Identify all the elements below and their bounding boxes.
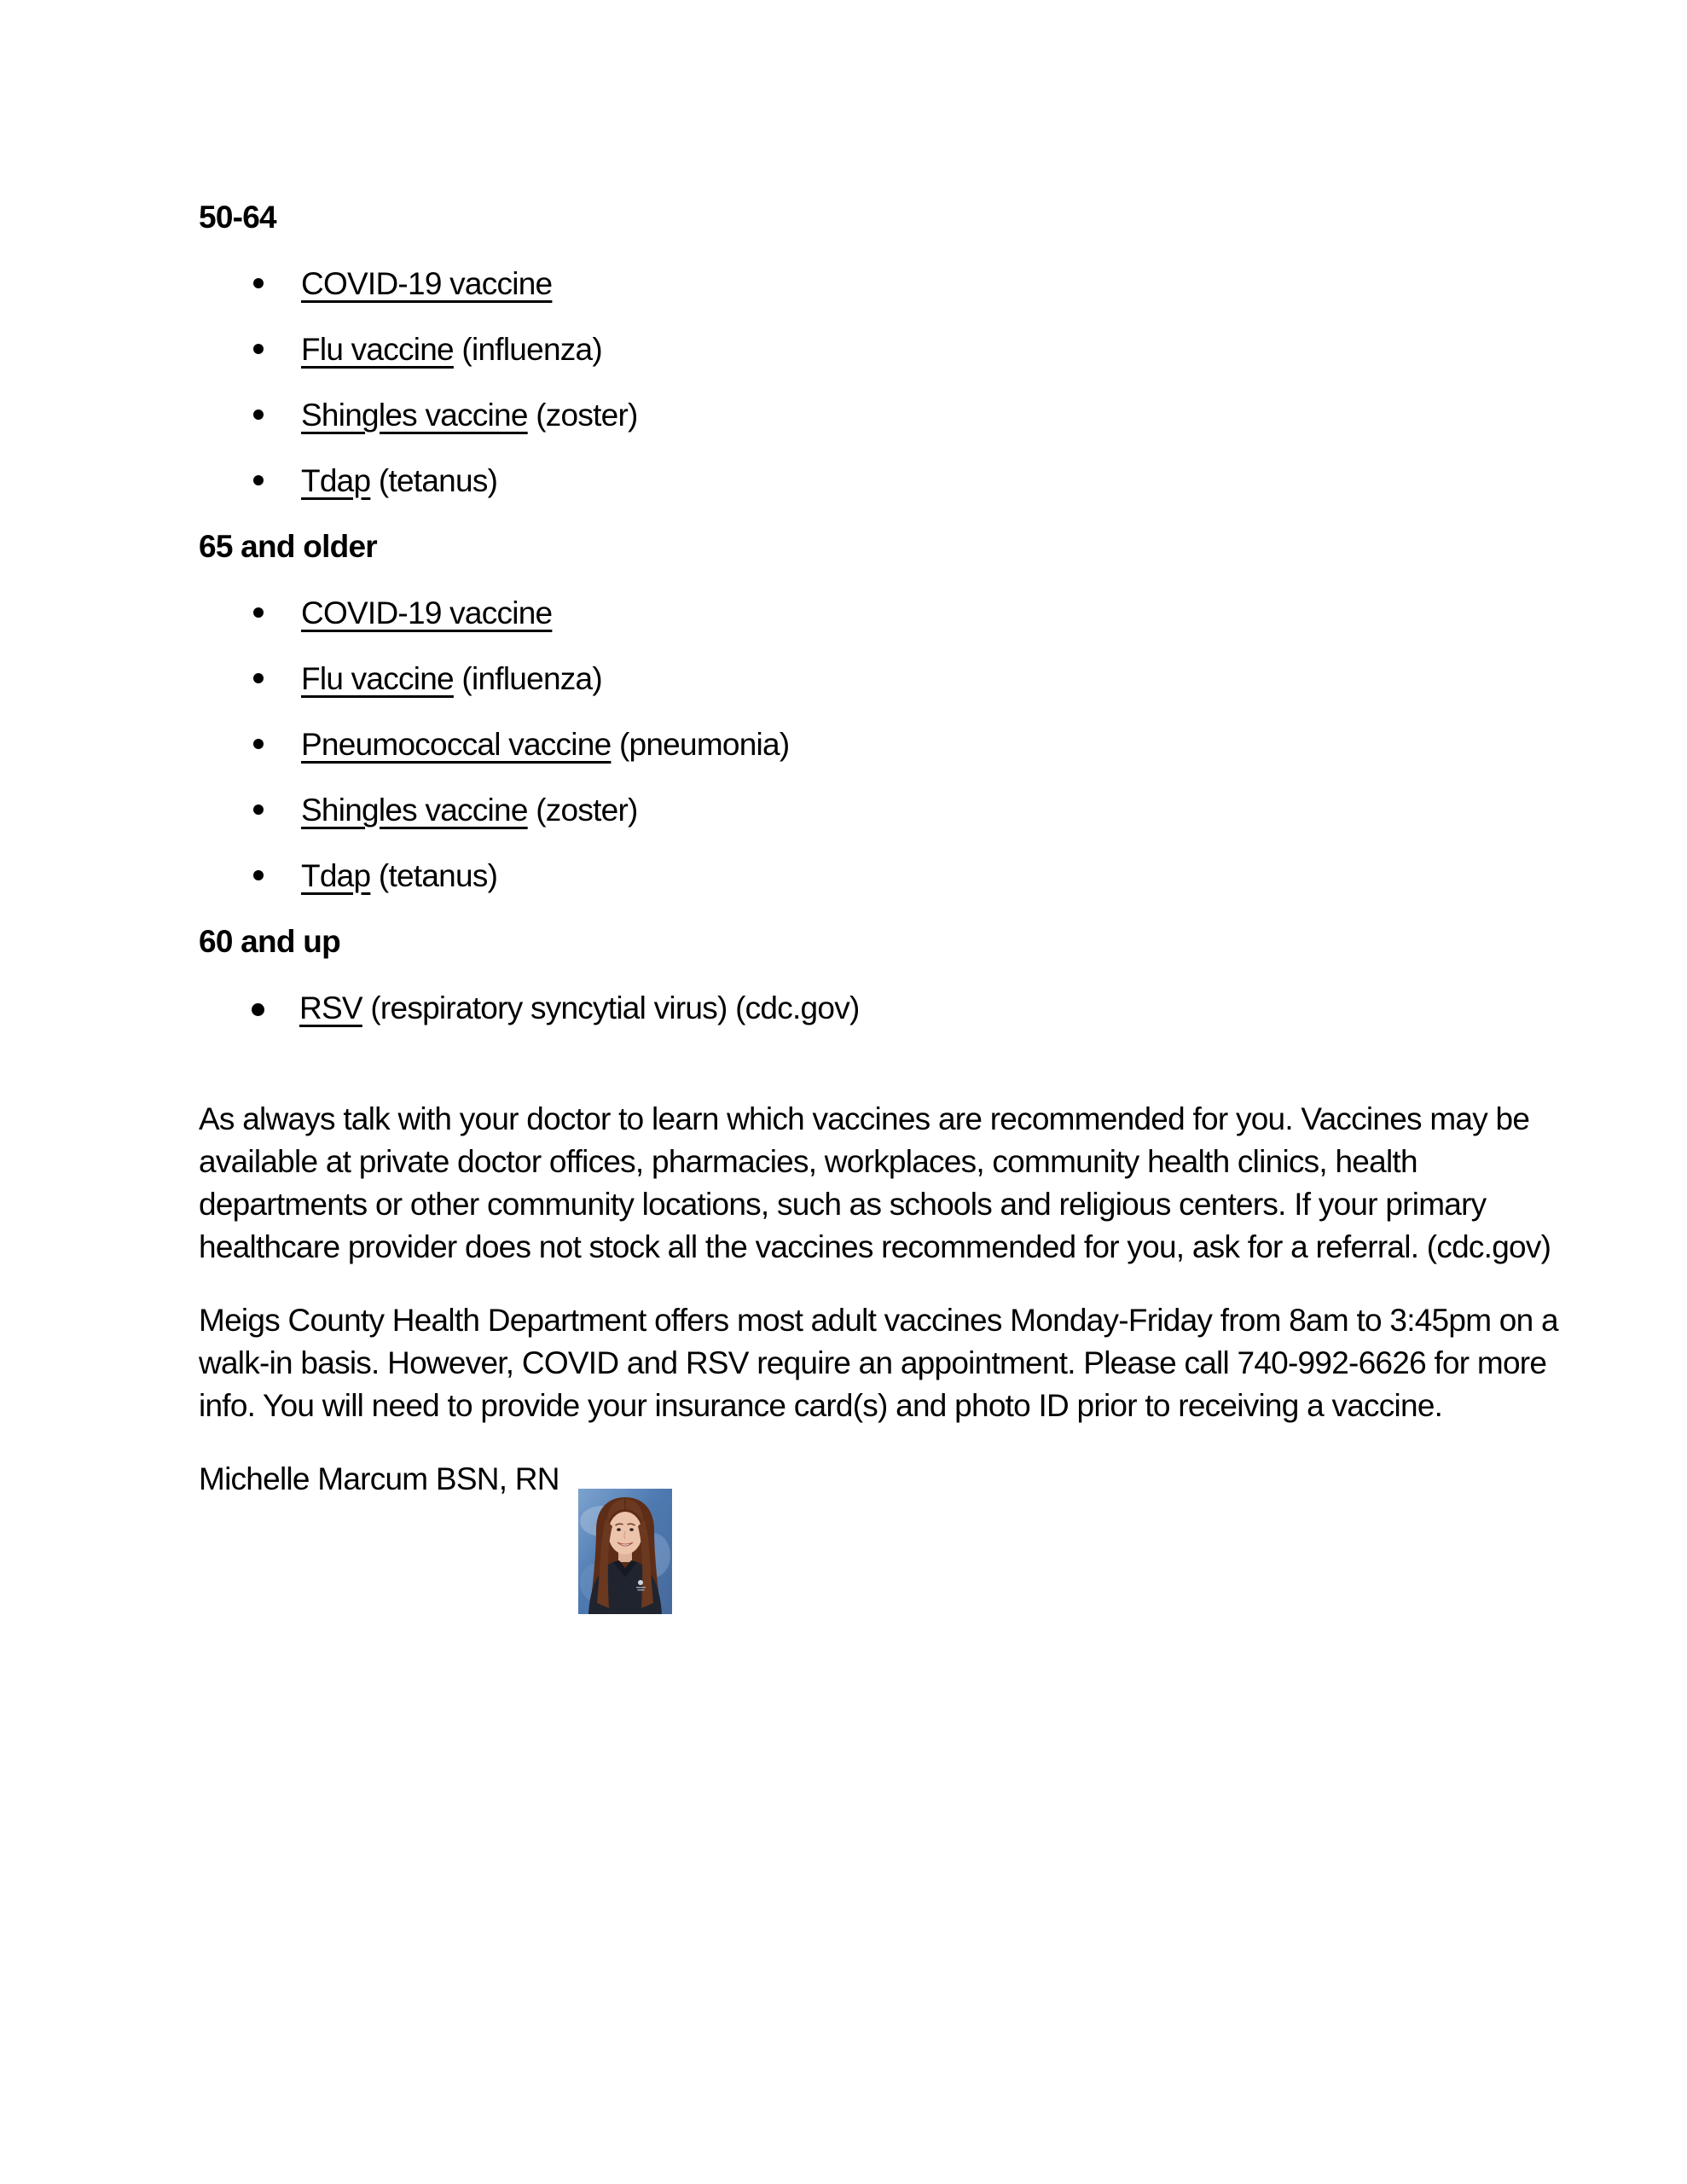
- vaccine-link[interactable]: COVID-19 vaccine: [301, 266, 553, 301]
- vaccine-link[interactable]: Pneumococcal vaccine: [301, 727, 612, 762]
- vaccine-list-item: [199, 723, 1580, 766]
- vaccine-note: (zoster): [527, 398, 638, 433]
- vaccine-link[interactable]: RSV: [299, 990, 362, 1025]
- vaccine-list-item: [199, 592, 1580, 635]
- bullet-icon: [253, 410, 264, 420]
- vaccine-list-item: [199, 855, 1580, 897]
- vaccine-text: [301, 460, 497, 502]
- heading-65-and-older: 65 and older: [199, 529, 377, 564]
- vaccine-text: [301, 723, 789, 766]
- vaccine-link[interactable]: COVID-19 vaccine: [301, 595, 553, 630]
- vaccine-note: (tetanus): [370, 858, 498, 893]
- vaccine-text: [301, 658, 602, 700]
- vaccine-link[interactable]: Tdap: [301, 858, 371, 893]
- bullet-icon: [253, 344, 264, 354]
- bullet-icon: [253, 870, 264, 880]
- vaccine-list-item: [199, 658, 1580, 700]
- vaccine-list: [199, 987, 1580, 1030]
- vaccine-list-item: [199, 987, 1580, 1030]
- vaccine-text: [301, 263, 552, 305]
- paragraph-meigs-info: Meigs County Health Department offers most adult vaccines Monday-Friday from 8am to 3:45pm on a walk-in basis. However, COVID and RSV require an appointment. Please call 740-992-6626 for more info. You will need to provide your insurance card(s) and photo ID prior to receiving a vaccine.: [199, 1303, 1558, 1423]
- vaccine-text: [301, 592, 552, 635]
- vaccine-list: [199, 263, 1580, 502]
- vaccine-note: (pneumonia): [611, 727, 790, 762]
- vaccine-list-item: [199, 263, 1580, 305]
- vaccine-note: (influenza): [453, 661, 602, 696]
- vaccine-link[interactable]: Shingles vaccine: [301, 793, 528, 828]
- bullet-icon: [253, 278, 264, 288]
- vaccine-text: [301, 789, 638, 832]
- vaccine-text: [301, 328, 602, 371]
- bullet-icon: [253, 607, 264, 618]
- vaccine-link[interactable]: Shingles vaccine: [301, 398, 528, 433]
- vaccine-text: [299, 987, 860, 1030]
- vaccine-list-item: [199, 328, 1580, 371]
- staff-photo-image: [578, 1489, 672, 1614]
- bullet-icon: [253, 475, 264, 485]
- vaccine-list-item: [199, 394, 1580, 437]
- staff-photo: [578, 1489, 672, 1614]
- vaccine-link[interactable]: Flu vaccine: [301, 661, 454, 696]
- vaccine-note: (respiratory syncytial virus) (cdc.gov): [362, 990, 860, 1025]
- vaccine-note: (zoster): [527, 793, 638, 828]
- vaccine-list-item: [199, 789, 1580, 832]
- bullet-icon: [252, 1003, 264, 1016]
- bullet-icon: [253, 739, 264, 749]
- vaccine-link[interactable]: Tdap: [301, 463, 371, 498]
- vaccine-note: (influenza): [453, 332, 602, 367]
- vaccine-note: (tetanus): [370, 463, 498, 498]
- heading-60-and-up: 60 and up: [199, 924, 340, 959]
- bullet-icon: [253, 673, 264, 683]
- paragraph-cdc-advice: As always talk with your doctor to learn which vaccines are recommended for you. Vaccines may be available at private doctor offices, pharmacies, workplaces, community health clinics, health departments or other community locations, such as schools and religious centers. If your primary healthcare provider does not stock all the vaccines recommended for you, ask for a referral. (cdc.gov): [199, 1101, 1551, 1264]
- heading-50-64: 50-64: [199, 200, 276, 235]
- vaccine-text: [301, 394, 638, 437]
- vaccine-link[interactable]: Flu vaccine: [301, 332, 454, 367]
- document-content: [199, 196, 1580, 1501]
- bullet-icon: [253, 804, 264, 815]
- vaccine-list-item: [199, 460, 1580, 502]
- signature-line: Michelle Marcum BSN, RN: [199, 1461, 559, 1496]
- vaccine-text: [301, 855, 497, 897]
- vaccine-list: [199, 592, 1580, 897]
- vaccine-sections: [199, 196, 1580, 1030]
